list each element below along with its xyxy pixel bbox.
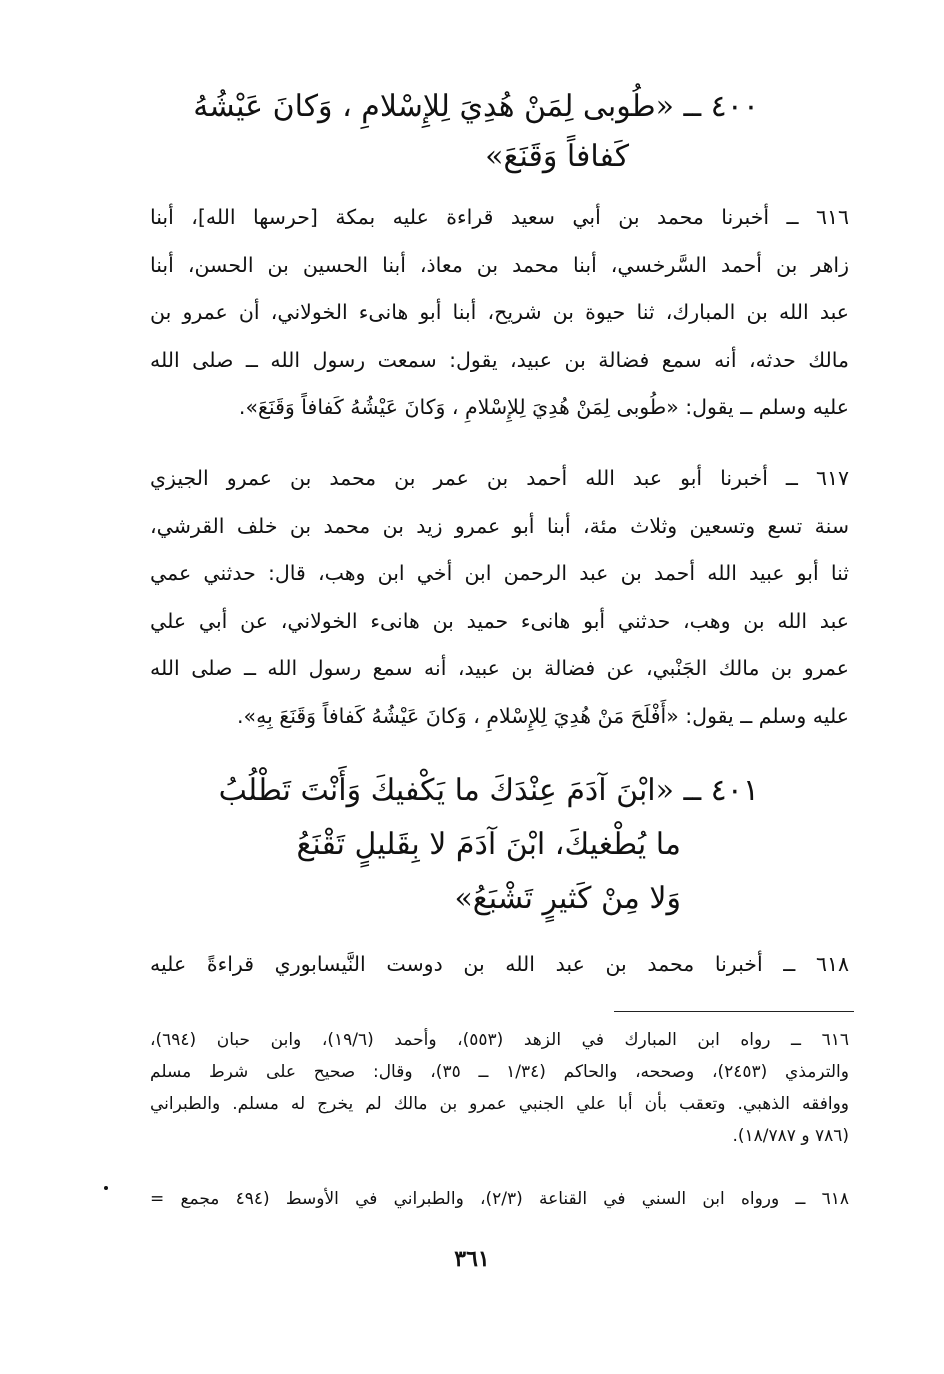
narration-line: عليه وسلم ــ يقول: «أَفْلَحَ مَنْ هُدِيَ لِلإِسْلامِ ، وَكانَ عَيْشُهُ كَفافاً وَقَنَعَ بِهِ». — [237, 703, 849, 728]
heading-line: ٤٠٠ ــ «طُوبى لِمَنْ هُدِيَ لِلإِسْلامِ ، وَكانَ عَيْشُهُ — [193, 89, 759, 124]
narration-616 — [150, 194, 849, 432]
footnote-separator — [614, 1011, 854, 1012]
heading-line: ما يُطْغيكَ، ابْنَ آدَمَ لا بِقَليلٍ تَقْنَعُ — [296, 827, 681, 862]
narration-line: عمرو بن مالك الجَنْبي، عن فضالة بن عبيد، أنه سمع رسول الله ــ صلى الله — [150, 656, 849, 680]
narration-line: عليه وسلم ــ يقول: «طُوبى لِمَنْ هُدِيَ لِلإِسْلامِ ، وَكانَ عَيْشُهُ كَفافاً وَقَنَعَ». — [238, 395, 849, 419]
narration-line: ٦١٦ ــ أخبرنا محمد بن أبي سعيد قراءة عليه بمكة [حرسها الله]، أبنا — [150, 205, 849, 229]
narration-617 — [150, 455, 849, 740]
narration-618 — [150, 941, 849, 989]
footnote-line: (٧٨٦ و ١٨/٧٨٧). — [732, 1126, 849, 1146]
narration-line: مالك حدثه، أنه سمع فضالة بن عبيد، يقول: سمعت رسول الله ــ صلى الله — [150, 347, 849, 372]
hadith-heading-401 — [159, 764, 759, 926]
narration-line: ٦١٨ ــ أخبرنا محمد بن عبد الله بن دوست النَّيسابوري قراءةً عليه — [150, 952, 849, 976]
narration-line: عبد الله بن وهب، حدثني أبو هانىء حميد بن هانىء الخولاني، عن أبي علي — [150, 608, 849, 633]
heading-line: وَلا مِنْ كَثيرٍ تَشْبَعُ» — [454, 881, 681, 916]
footnote-616 — [150, 1024, 849, 1152]
narration-line: ثنا أبو عبيد الله أحمد بن عبد الرحمن ابن أخي ابن وهب، قال: حدثني عمي — [150, 561, 849, 585]
footnote-line: ٦١٨ ــ ورواه ابن السني في القناعة (٢/٣)، والطبراني في الأوسط (٤٩٤ مجمع = — [150, 1189, 849, 1209]
narration-line: سنة تسع وتسعين وثلاث مئة، أبنا أبو عمرو زيد بن محمد بن خلف القرشي، — [150, 513, 849, 538]
footnote-line: ٦١٦ ــ رواه ابن المبارك في الزهد (٥٥٣)، وأحمد (١٩/٦)، وابن حبان (٦٩٤)، — [150, 1030, 849, 1050]
heading-line: ٤٠١ ــ «ابْنَ آدَمَ عِنْدَكَ ما يَكْفيكَ وَأَنْتَ تَطْلُبُ — [218, 773, 759, 808]
stray-ink-mark — [104, 1186, 108, 1190]
hadith-heading-400 — [159, 82, 759, 182]
narration-line: زاهر بن أحمد السَّرخسي، أبنا محمد بن معاذ، أبنا الحسين بن الحسن، أبنا — [150, 252, 849, 277]
footnote-line: والترمذي (٢٤٥٣)، وصححه، والحاكم (١/٣٤ ــ ٣٥)، وقال: صحيح على شرط مسلم — [150, 1062, 849, 1082]
page-number: ٣٦١ — [454, 1246, 490, 1272]
footnote-line: ووافقه الذهبي. وتعقب بأن أبا علي الجنبي عمرو بن مالك لم يخرج له مسلم. والطبراني — [150, 1094, 849, 1114]
narration-line: عبد الله بن المبارك، ثنا حيوة بن شريح، أبنا أبو هانىء الخولاني، أن عمرو بن — [150, 300, 849, 324]
heading-line: كَفافاً وَقَنَعَ» — [485, 139, 629, 174]
narration-line: ٦١٧ ــ أخبرنا أبو عبد الله أحمد بن عمر بن محمد بن عمرو الجيزي — [150, 466, 849, 490]
footnote-618 — [150, 1183, 849, 1215]
